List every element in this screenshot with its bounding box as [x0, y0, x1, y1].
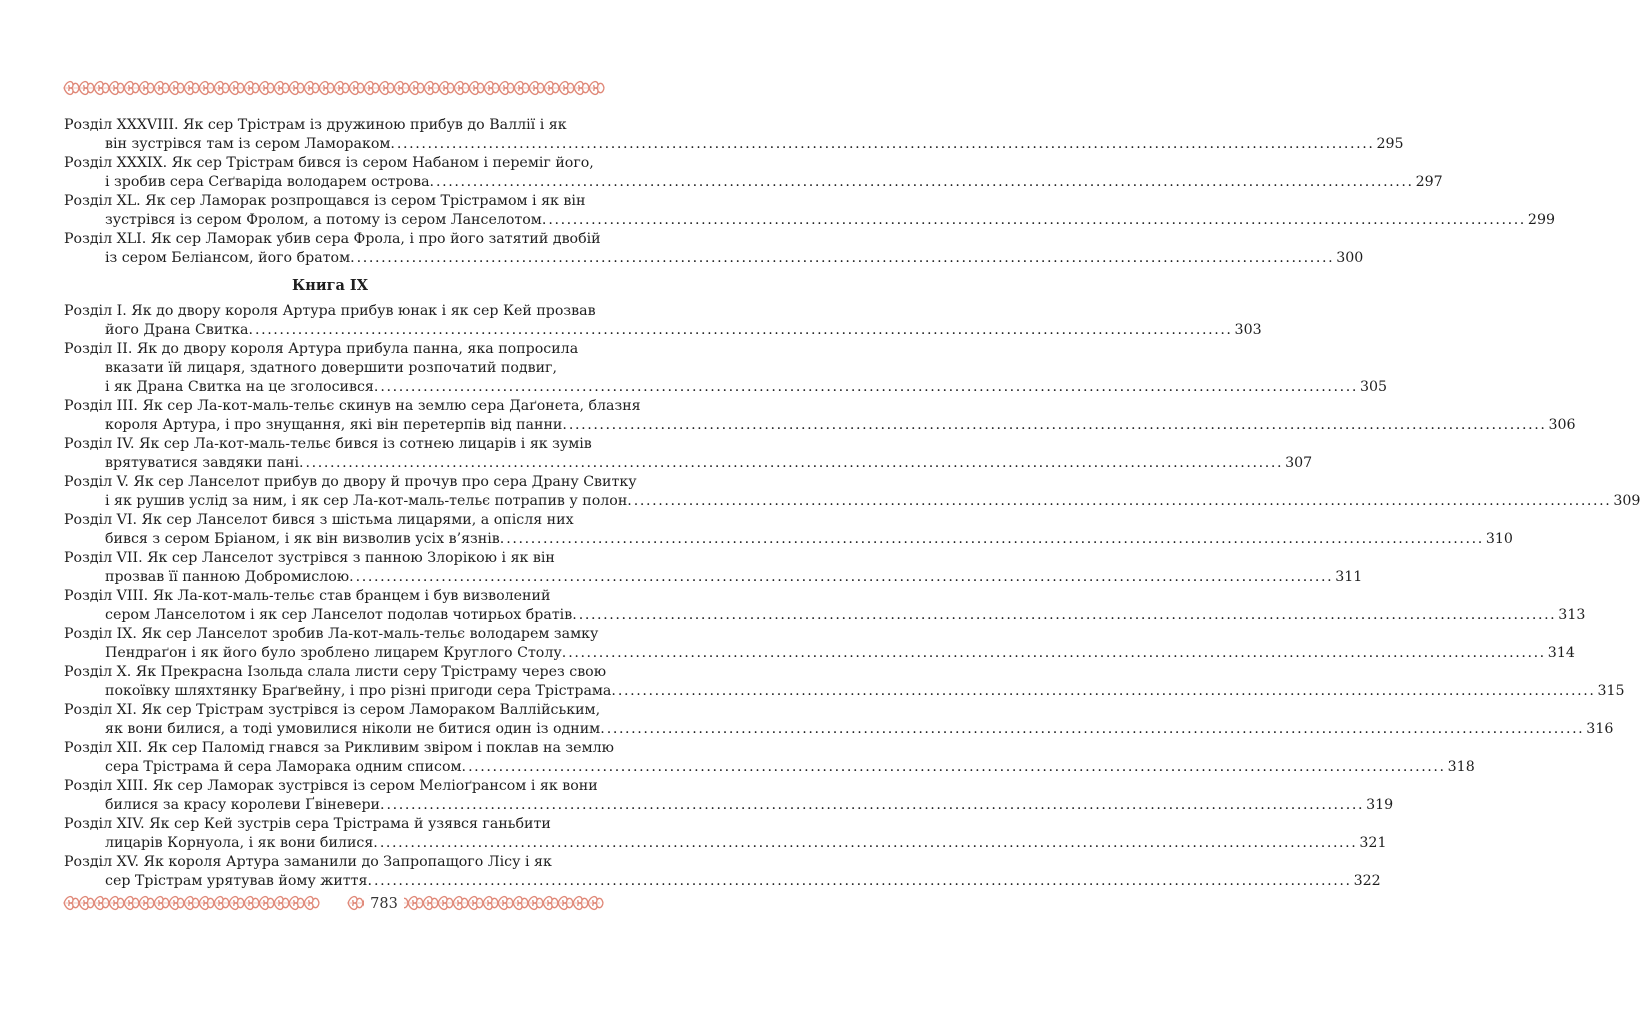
- dot-leader: ................................................................................................................................................................: [396, 136, 1375, 152]
- dot-leader: ................................................................................................................................................................: [373, 873, 1352, 889]
- toc-entry-title-continued: бився з сером Бріаном, і як він визволив усіх в’язнів.: [105, 531, 505, 547]
- toc-entry-title-continued: зустрівся із сером Фролом, а потому із сером Ланселотом.: [105, 212, 547, 228]
- toc-entry-title: Розділ I. Як до двору короля Артура прибув юнак і як сер Кей прозвав: [64, 303, 596, 319]
- toc-entry: [64, 230, 1364, 268]
- toc-entry-page-number: 299: [1527, 212, 1556, 228]
- toc-entry: [64, 473, 1640, 511]
- toc-entry-title-continued: його Драна Свитка.: [105, 322, 253, 338]
- toc-entry-last-line: [64, 796, 1394, 815]
- toc-entry-page-number: 303: [1234, 322, 1262, 338]
- toc-entry-page-number: 314: [1547, 645, 1575, 661]
- toc-entry-title: Розділ X. Як Прекрасна Ізольда слала листи серу Трістраму через свою: [64, 664, 607, 680]
- toc-entry-title-continued: і як Драна Свитка на це зголосився.: [105, 379, 379, 395]
- toc-entry-page-number: 318: [1447, 759, 1475, 775]
- toc-entry-page-number: 319: [1366, 797, 1394, 813]
- toc-entry-title-continued: із сером Беліансом, його братом.: [105, 250, 355, 266]
- toc-entry-title: Розділ XLI. Як сер Ламорак убив сера Фрола, і про його затятий двобій: [64, 231, 601, 247]
- dot-leader: ................................................................................................................................................................: [578, 607, 1557, 623]
- toc-entry-page-number: 315: [1597, 683, 1625, 699]
- toc-entry-title-continued: вказати їй лицаря, здатного довершити розпочатий подвиг,: [105, 360, 557, 376]
- toc-entry-title-continued: сером Ланселотом і як сер Ланселот подолав чотирьох братів.: [105, 607, 577, 623]
- toc-entry-title: Розділ VII. Як сер Ланселот зустрівся з панною Злорікою і як він: [64, 550, 555, 566]
- dot-leader: ................................................................................................................................................................: [355, 569, 1334, 585]
- toc-entry-page-number: 321: [1359, 835, 1387, 851]
- dot-leader: ................................................................................................................................................................: [568, 417, 1547, 433]
- toc-entry: [64, 815, 1387, 853]
- toc-entry: [64, 154, 1443, 192]
- toc-entry: [64, 549, 1363, 587]
- toc-entry-title-continued: сера Трістрама й сера Ламорака одним списом.: [105, 759, 467, 775]
- toc-entry: [64, 116, 1404, 154]
- toc-entry-page-number: 310: [1485, 531, 1513, 547]
- toc-entry-page-number: 313: [1558, 607, 1586, 623]
- dot-leader: ................................................................................................................................................................: [468, 759, 1446, 775]
- toc-entry: [64, 663, 1625, 701]
- toc-entry-page-number: 316: [1586, 721, 1614, 737]
- toc-entry-page-number: 309: [1613, 493, 1640, 509]
- toc-entry-title-continued: покоївку шляхтянку Браґвейну, і про різні пригоди сера Трістрама.: [105, 683, 616, 699]
- toc-entry-page-number: 306: [1548, 417, 1576, 433]
- toc-entry-title: Розділ XV. Як короля Артура заманили до Запропащого Лісу і як: [64, 854, 552, 870]
- top-ornament-border: [64, 79, 600, 97]
- page-number: [0, 896, 768, 912]
- dot-leader: ................................................................................................................................................................: [436, 174, 1414, 190]
- dot-leader: ................................................................................................................................................................: [617, 683, 1596, 699]
- dot-leader: ................................................................................................................................................................: [386, 797, 1365, 813]
- toc-entry-last-line: [64, 758, 1475, 777]
- toc-entry-last-line: [64, 416, 1576, 435]
- toc-entry-page-number: 322: [1353, 873, 1381, 889]
- toc-entry: [64, 302, 1262, 340]
- toc-entry-last-line: [64, 492, 1640, 511]
- toc-entry-last-line: [64, 378, 1388, 397]
- toc-entry: [64, 777, 1394, 815]
- dot-leader: ................................................................................................................................................................: [633, 493, 1612, 509]
- toc-entry-last-line: [64, 872, 1381, 891]
- toc-entry-title: Розділ XL. Як сер Ламорак розпрощався із сером Трістрамом і як він: [64, 193, 586, 209]
- toc-entry-last-line: [64, 606, 1586, 625]
- dot-leader: ................................................................................................................................................................: [548, 212, 1526, 228]
- toc-entry: [64, 739, 1475, 777]
- toc-entry-title-continued: лицарів Корнуола, і як вони билися.: [105, 835, 378, 851]
- toc-entry-title: Розділ XIII. Як сер Ламорак зустрівся із сером Меліоґрансом і як вони: [64, 778, 598, 794]
- dot-leader: ................................................................................................................................................................: [254, 322, 1233, 338]
- toc-entry: [64, 511, 1513, 549]
- toc-entry: [64, 853, 1381, 891]
- toc-entry: [64, 435, 1313, 473]
- toc-section-previous-book: [64, 116, 1556, 268]
- toc-entry-title: Розділ IX. Як сер Ланселот зробив Ла-кот-маль-тельє володарем замку: [64, 626, 599, 642]
- toc-entry-last-line: [64, 530, 1513, 549]
- toc-entry-title-continued: і зробив сера Сеґваріда володарем острова.: [105, 174, 435, 190]
- dot-leader: ................................................................................................................................................................: [606, 721, 1585, 737]
- page-number-text: 783: [364, 896, 404, 912]
- toc-entry-title-continued: і як рушив услід за ним, і як сер Ла-кот-маль-тельє потрапив у полон.: [105, 493, 632, 509]
- toc-entry-title: Розділ XI. Як сер Трістрам зустрівся із сером Ламораком Валлійським,: [64, 702, 601, 718]
- toc-entry-page-number: 305: [1359, 379, 1388, 395]
- toc-entry-title: Розділ II. Як до двору короля Артура прибула панна, яка попросила: [64, 341, 579, 357]
- toc-entry-title: Розділ XXXIX. Як сер Трістрам бився із сером Набаном і переміг його,: [64, 155, 594, 171]
- toc-entry-title: Розділ VIII. Як Ла-кот-маль-тельє став бранцем і був визволений: [64, 588, 551, 604]
- toc-entry-last-line: [64, 644, 1575, 663]
- toc-entry-last-line: [64, 321, 1262, 340]
- dot-leader: ................................................................................................................................................................: [380, 379, 1358, 395]
- toc-entry-title: Розділ V. Як сер Ланселот прибув до двору й прочув про сера Драну Свитку: [64, 474, 637, 490]
- toc-entry-title: Розділ III. Як сер Ла-кот-маль-тельє скинув на землю сера Даґонета, блазня: [64, 398, 641, 414]
- toc-entry-title-continued: як вони билися, а тоді умовилися ніколи не битися один із одним.: [105, 721, 605, 737]
- toc-entry-last-line: [64, 720, 1614, 739]
- toc-entry: [64, 340, 1388, 397]
- toc-entry-title-continued: Пендраґон і як його було зроблено лицарем Круглого Столу.: [105, 645, 567, 661]
- toc-entry-last-line: [64, 249, 1364, 268]
- toc-entry-title-continued: він зустрівся там із сером Ламораком.: [105, 136, 395, 152]
- toc-entry-page-number: 295: [1376, 136, 1404, 152]
- toc-entry-last-line: [64, 135, 1404, 154]
- toc-entry-title-continued: билися за красу королеви Ґвіневери.: [105, 797, 385, 813]
- toc-entry-last-line: [64, 568, 1363, 587]
- dot-leader: ................................................................................................................................................................: [305, 455, 1284, 471]
- toc-entry-title-continued: прозвав її панною Добромислою.: [105, 569, 354, 585]
- dot-leader: ................................................................................................................................................................: [379, 835, 1358, 851]
- table-of-contents: [64, 116, 1640, 891]
- celtic-knot-border-icon: [64, 79, 600, 97]
- toc-entry-last-line: [64, 211, 1556, 230]
- toc-entry-title: Розділ XIV. Як сер Кей зустрів сера Трістрама й узявся ганьбити: [64, 816, 551, 832]
- toc-entry-page-number: 311: [1335, 569, 1363, 585]
- toc-entry-title: Розділ XXXVIII. Як сер Трістрам із дружиною прибув до Валлії і як: [64, 117, 567, 133]
- toc-entry-title-continued: сер Трістрам урятував йому життя.: [105, 873, 372, 889]
- dot-leader: ................................................................................................................................................................: [356, 250, 1335, 266]
- toc-entry-last-line: [64, 454, 1313, 473]
- toc-entry-title-continued: врятуватися завдяки пані.: [105, 455, 304, 471]
- toc-entry-last-line: [64, 173, 1443, 192]
- toc-entry: [64, 397, 1576, 435]
- toc-entry-page-number: 307: [1285, 455, 1313, 471]
- toc-entry-last-line: [64, 834, 1387, 853]
- toc-entry-title: Розділ VI. Як сер Ланселот бився з шістьма лицарями, а опісля них: [64, 512, 574, 528]
- toc-entry: [64, 625, 1575, 663]
- toc-entry-title-continued: короля Артура, і про знущання, які він перетерпів від панни.: [105, 417, 567, 433]
- toc-entry-last-line: [64, 682, 1625, 701]
- toc-entry: [64, 587, 1586, 625]
- book-heading: Книга IX: [292, 277, 368, 294]
- dot-leader: ................................................................................................................................................................: [568, 645, 1546, 661]
- toc-entry-title: Розділ IV. Як сер Ла-кот-маль-тельє бився із сотнею лицарів і як зумів: [64, 436, 592, 452]
- dot-leader: ................................................................................................................................................................: [506, 531, 1484, 547]
- toc-section-book-ix: [64, 302, 1640, 891]
- toc-entry: [64, 701, 1614, 739]
- toc-entry-title: Розділ XII. Як сер Паломід гнався за Рикливим звіром і поклав на землю: [64, 740, 614, 756]
- toc-entry-page-number: 297: [1415, 174, 1443, 190]
- toc-entry-page-number: 300: [1336, 250, 1364, 266]
- toc-entry: [64, 192, 1556, 230]
